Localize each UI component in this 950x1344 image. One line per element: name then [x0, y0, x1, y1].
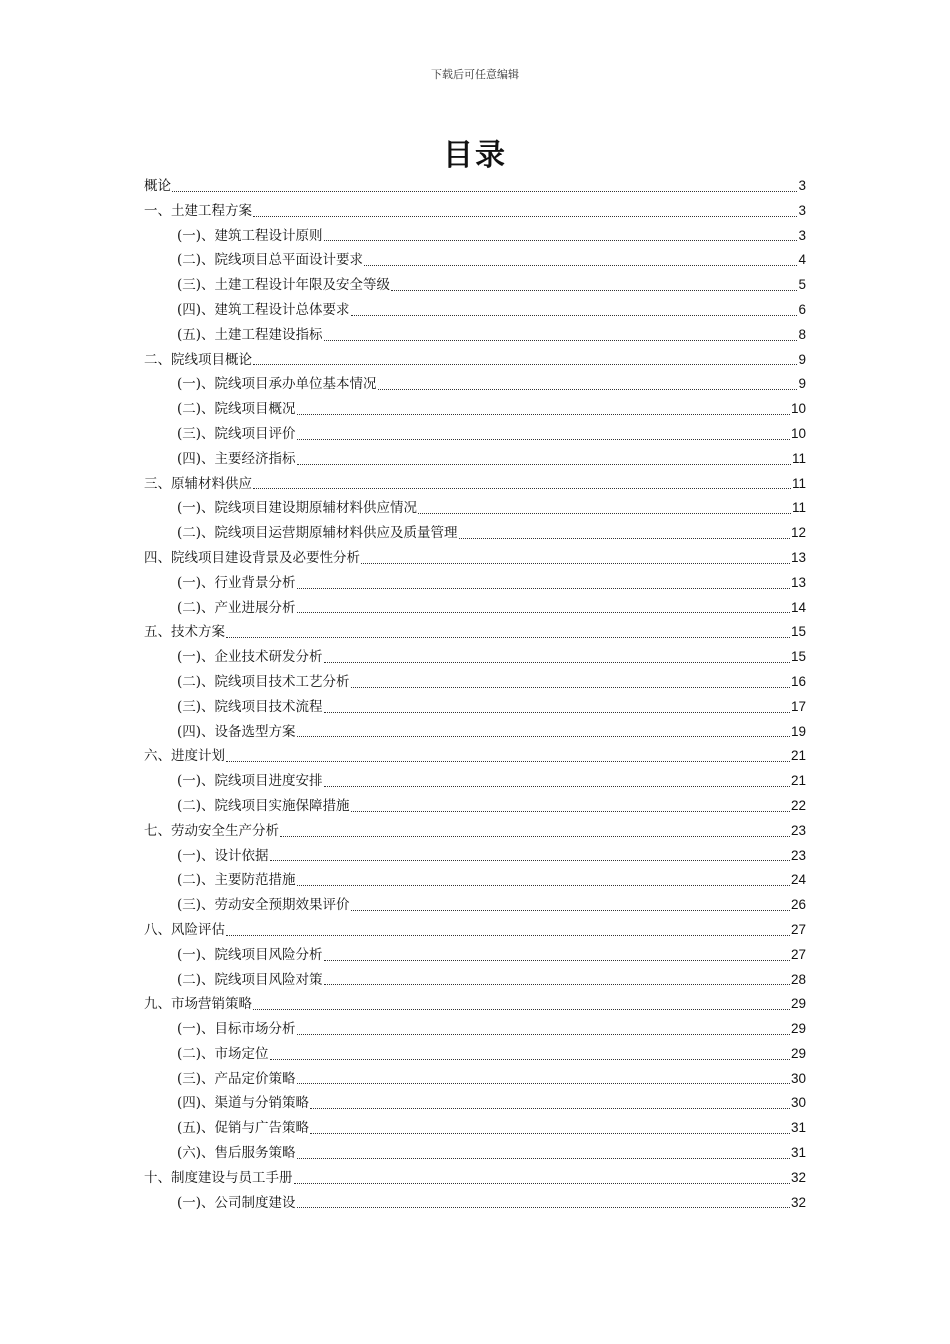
- toc-dot-leader: [361, 562, 790, 564]
- toc-entry[interactable]: [144, 943, 806, 968]
- toc-entry-text: (四)、设备选型方案: [177, 723, 296, 740]
- toc-entry[interactable]: [144, 447, 806, 472]
- toc-entry-text: (一)、设计依据: [177, 847, 269, 864]
- toc-entry-text: 概论: [144, 178, 171, 194]
- toc-dot-leader: [294, 1182, 790, 1184]
- toc-title: 目录: [443, 138, 507, 173]
- toc-entry[interactable]: [144, 1017, 806, 1042]
- toc-dot-leader: [351, 686, 790, 688]
- toc-entry[interactable]: [144, 596, 806, 621]
- toc-dot-leader: [297, 884, 790, 886]
- toc-entry-text: (一)、公司制度建设: [177, 1194, 296, 1211]
- toc-entry[interactable]: [144, 1166, 806, 1191]
- toc-entry[interactable]: [144, 744, 806, 769]
- toc-entry-text: (四)、渠道与分销策略: [177, 1095, 310, 1112]
- toc-entry-text: (二)、市场定位: [177, 1045, 269, 1062]
- toc-page-number: 31: [790, 1145, 806, 1161]
- toc-dot-leader: [280, 835, 790, 837]
- toc-page-number: 12: [790, 525, 806, 541]
- toc-page-number: 28: [790, 971, 806, 987]
- toc-entry-text: (一)、行业背景分析: [177, 574, 296, 591]
- toc-dot-leader: [297, 438, 790, 440]
- toc-page-number: 13: [790, 574, 806, 590]
- toc-page-number: 19: [790, 723, 806, 739]
- toc-entry-text: (六)、售后服务策略: [177, 1145, 296, 1162]
- toc-entry[interactable]: [144, 199, 806, 224]
- toc-page-number: 27: [790, 946, 806, 962]
- toc-entry-text: 七、劳动安全生产分析: [144, 822, 279, 839]
- toc-dot-leader: [270, 859, 790, 861]
- toc-dot-leader: [297, 1157, 790, 1159]
- toc-dot-leader: [324, 959, 790, 961]
- toc-entry-text: 六、进度计划: [144, 748, 225, 765]
- toc-dot-leader: [310, 1132, 790, 1134]
- toc-entry[interactable]: [144, 645, 806, 670]
- toc-page-number: 16: [790, 673, 806, 689]
- toc-page-number: 23: [790, 822, 806, 838]
- toc-entry-text: 一、土建工程方案: [144, 202, 252, 219]
- toc-entry-text: (二)、院线项目风险对策: [177, 971, 323, 988]
- toc-page-number: 21: [790, 748, 806, 764]
- toc-entry-text: 三、原辅材料供应: [144, 475, 252, 492]
- toc-dot-leader: [297, 413, 790, 415]
- toc-entry[interactable]: [144, 720, 806, 745]
- toc-dot-leader: [297, 735, 790, 737]
- toc-page-number: 9: [798, 351, 806, 367]
- toc-entry[interactable]: [144, 1091, 806, 1116]
- toc-page-number: 3: [798, 178, 806, 193]
- toc-entry[interactable]: [144, 968, 806, 993]
- toc-entry-text: (一)、院线项目承办单位基本情况: [177, 376, 377, 393]
- toc-page-number: 5: [798, 277, 806, 293]
- toc-page-number: 15: [790, 624, 806, 640]
- toc-entry-text: (一)、建筑工程设计原则: [177, 227, 323, 244]
- toc-entry-text: (三)、院线项目评价: [177, 425, 296, 442]
- toc-entry-text: (二)、院线项目总平面设计要求: [177, 252, 364, 269]
- toc-entry[interactable]: [144, 844, 806, 869]
- toc-page-number: 14: [790, 599, 806, 615]
- toc-entry-text: (二)、产业进展分析: [177, 599, 296, 616]
- toc-page-number: 3: [798, 202, 806, 218]
- toc-entry[interactable]: [144, 571, 806, 596]
- toc-dot-leader: [253, 1008, 790, 1010]
- toc-entry[interactable]: [144, 992, 806, 1017]
- toc-page-number: 29: [790, 1021, 806, 1037]
- toc-entry-text: (一)、目标市场分析: [177, 1021, 296, 1038]
- toc-dot-leader: [459, 537, 790, 539]
- toc-page-number: 26: [790, 897, 806, 913]
- toc-page-number: 11: [791, 500, 806, 516]
- toc-entry[interactable]: [144, 248, 806, 273]
- toc-entry[interactable]: [144, 397, 806, 422]
- toc-page-number: 27: [790, 921, 806, 937]
- toc-dot-leader: [351, 909, 790, 911]
- toc-entry[interactable]: [144, 372, 806, 397]
- toc-entry[interactable]: [144, 893, 806, 918]
- toc-page-number: 3: [798, 227, 806, 243]
- toc-dot-leader: [351, 810, 790, 812]
- toc-entry-text: (三)、土建工程设计年限及安全等级: [177, 277, 391, 294]
- toc-page-number: 13: [790, 549, 806, 565]
- toc-page-number: 30: [790, 1095, 806, 1111]
- toc-entry[interactable]: [144, 422, 806, 447]
- toc-dot-leader: [297, 463, 791, 465]
- toc-dot-leader: [226, 636, 790, 638]
- toc-entry-text: (五)、土建工程建设指标: [177, 326, 323, 343]
- toc-entry[interactable]: [144, 819, 806, 844]
- toc-dot-leader: [253, 487, 791, 489]
- toc-page-number: 32: [790, 1169, 806, 1185]
- toc-page-number: 9: [798, 376, 806, 392]
- toc-dot-leader: [253, 363, 797, 365]
- toc-page-number: 22: [790, 797, 806, 813]
- toc-page-number: 32: [790, 1194, 806, 1210]
- toc-entry[interactable]: [144, 472, 806, 497]
- toc-entry-text: (一)、院线项目风险分析: [177, 946, 323, 963]
- toc-entry[interactable]: [144, 670, 806, 695]
- toc-dot-leader: [391, 289, 797, 291]
- toc-dot-leader: [364, 264, 797, 266]
- toc-page-number: 11: [791, 450, 806, 466]
- toc-dot-leader: [351, 314, 798, 316]
- toc-entry-text: (三)、劳动安全预期效果评价: [177, 897, 350, 914]
- toc-entry[interactable]: [144, 298, 806, 323]
- toc-entry-text: 十、制度建设与员工手册: [144, 1169, 293, 1186]
- toc-dot-leader: [172, 190, 797, 192]
- toc-entry-text: 九、市场营销策略: [144, 996, 252, 1013]
- toc-dot-leader: [297, 587, 790, 589]
- toc-dot-leader: [297, 1033, 790, 1035]
- toc-page-number: 11: [791, 475, 806, 491]
- toc-entry[interactable]: [144, 1116, 806, 1141]
- toc-entry[interactable]: [144, 1191, 806, 1216]
- toc-dot-leader: [226, 760, 790, 762]
- toc-entry[interactable]: [144, 224, 806, 249]
- toc-entry[interactable]: [144, 868, 806, 893]
- toc-entry-text: (一)、院线项目进度安排: [177, 773, 323, 790]
- toc-entry-text: (五)、促销与广告策略: [177, 1120, 310, 1137]
- toc-page-number: 10: [790, 401, 806, 417]
- toc-dot-leader: [324, 239, 798, 241]
- toc-entry-text: (四)、建筑工程设计总体要求: [177, 301, 350, 318]
- toc-page-number: 15: [790, 649, 806, 665]
- toc-page-number: 21: [790, 773, 806, 789]
- toc-entry-text: (一)、企业技术研发分析: [177, 649, 323, 666]
- toc-entry-text: 四、院线项目建设背景及必要性分析: [144, 549, 360, 566]
- toc-entry[interactable]: [144, 1067, 806, 1092]
- toc-entry[interactable]: [144, 794, 806, 819]
- toc-page-number: 31: [790, 1120, 806, 1136]
- toc-dot-leader: [297, 1206, 790, 1208]
- toc-entry-text: (二)、院线项目概况: [177, 401, 296, 418]
- header-note: 下载后可任意编辑: [431, 68, 519, 81]
- toc-page-number: 23: [790, 847, 806, 863]
- toc-entry[interactable]: [144, 769, 806, 794]
- toc-entry[interactable]: [144, 620, 806, 645]
- toc-dot-leader: [324, 983, 790, 985]
- toc-page-number: 10: [790, 425, 806, 441]
- toc-entry[interactable]: [144, 273, 806, 298]
- toc-dot-leader: [297, 611, 790, 613]
- toc-entry-text: (二)、院线项目运营期原辅材料供应及质量管理: [177, 525, 458, 542]
- toc-page-number: 8: [798, 326, 806, 342]
- toc-entry-text: (一)、院线项目建设期原辅材料供应情况: [177, 500, 418, 517]
- toc-dot-leader: [226, 934, 790, 936]
- toc-dot-leader: [297, 1082, 790, 1084]
- toc-page-number: 24: [790, 872, 806, 888]
- toc-entry[interactable]: [144, 323, 806, 348]
- toc-entry[interactable]: [144, 546, 806, 571]
- toc-entry-text: (二)、院线项目技术工艺分析: [177, 673, 350, 690]
- toc-entry[interactable]: [144, 1042, 806, 1067]
- toc-entry[interactable]: [144, 1141, 806, 1166]
- toc-dot-leader: [324, 339, 798, 341]
- toc-dot-leader: [324, 785, 790, 787]
- toc-entry-text: (三)、产品定价策略: [177, 1070, 296, 1087]
- toc-entry[interactable]: [144, 496, 806, 521]
- toc-entry-text: 八、风险评估: [144, 921, 225, 938]
- toc-entry-text: 二、院线项目概论: [144, 351, 252, 368]
- toc-entry-text: (三)、院线项目技术流程: [177, 698, 323, 715]
- toc-page-number: 4: [798, 252, 806, 268]
- toc-entry-text: (四)、主要经济指标: [177, 450, 296, 467]
- toc-entry[interactable]: [144, 695, 806, 720]
- toc-entry[interactable]: [144, 174, 806, 199]
- toc-page-number: 6: [798, 301, 806, 317]
- table-of-contents: [144, 174, 806, 1215]
- toc-entry-text: 五、技术方案: [144, 624, 225, 641]
- toc-entry[interactable]: [144, 348, 806, 373]
- toc-dot-leader: [324, 711, 790, 713]
- toc-dot-leader: [378, 388, 798, 390]
- toc-dot-leader: [324, 661, 790, 663]
- toc-dot-leader: [270, 1058, 790, 1060]
- toc-page-number: 17: [790, 698, 806, 714]
- toc-dot-leader: [310, 1107, 790, 1109]
- toc-page-number: 29: [790, 1045, 806, 1061]
- toc-entry[interactable]: [144, 521, 806, 546]
- toc-entry[interactable]: [144, 918, 806, 943]
- toc-page-number: 29: [790, 996, 806, 1012]
- toc-entry-text: (二)、主要防范措施: [177, 872, 296, 889]
- toc-dot-leader: [253, 215, 797, 217]
- toc-dot-leader: [418, 512, 791, 514]
- toc-page-number: 30: [790, 1070, 806, 1086]
- toc-entry-text: (二)、院线项目实施保障措施: [177, 797, 350, 814]
